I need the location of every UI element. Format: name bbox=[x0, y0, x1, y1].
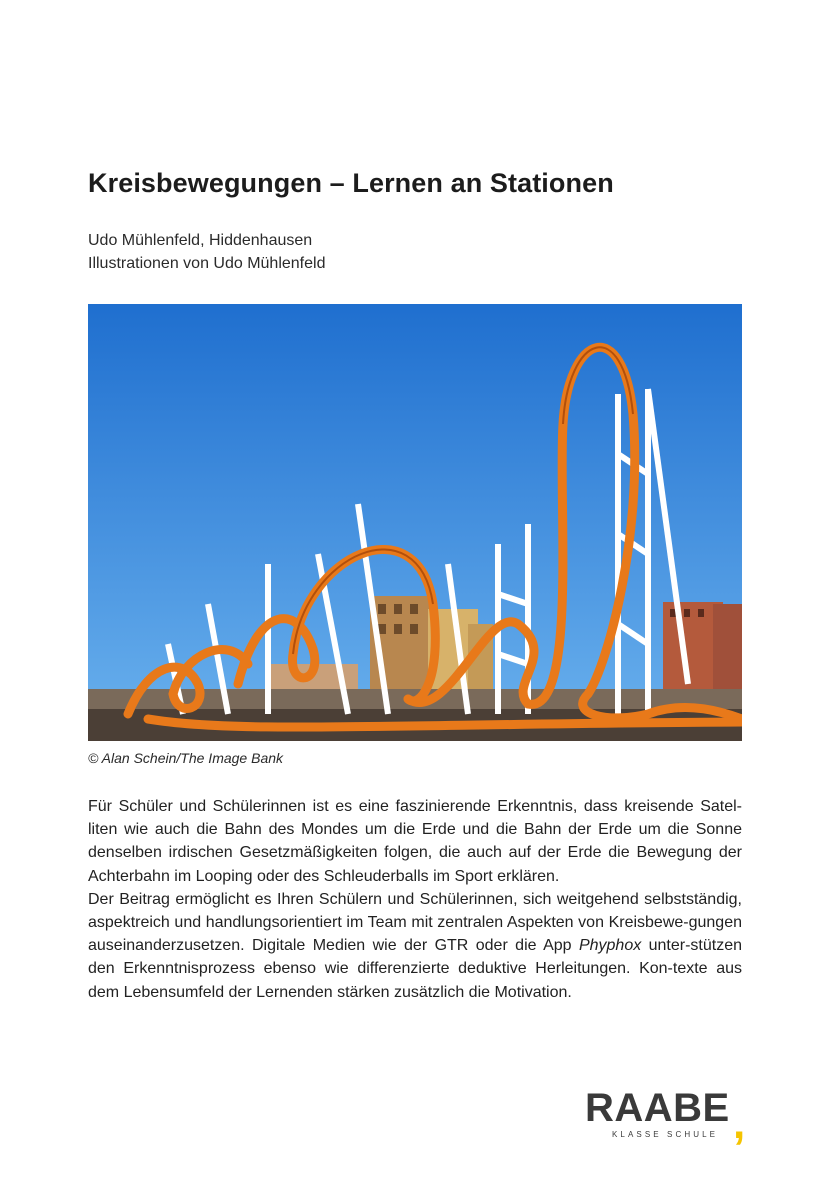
roller-coaster-photo bbox=[88, 304, 742, 741]
logo-subtitle: KLASSE SCHULE bbox=[612, 1130, 719, 1139]
page-title: Kreisbewegungen – Lernen an Stationen bbox=[88, 168, 614, 198]
logo-comma-icon: , bbox=[733, 1099, 746, 1148]
paragraph-2 bbox=[88, 888, 742, 1004]
author-line: Udo Mühlenfeld, Hiddenhausen bbox=[88, 232, 313, 249]
paragraph-2-text-b: unter-stützen den Erkenntnisprozess ebenso wie differenzierte deduktive Herleitungen. Kon-texte aus dem Lebensumfeld der Lernenden stärken zusätzlich die Motivation. bbox=[88, 937, 743, 1001]
paragraph-2-text-a: Der Beitrag ermöglicht es Ihren Schülern und Schülerinnen, sich weitgehend selbstständig, aspektreich und handlungsorientiert im Team mit zentralen Aspekten von Kreisbewe-gungen auseinanderzusetzen. Digitale Medien wie der GTR oder die App bbox=[88, 890, 742, 955]
raabe-logo bbox=[585, 1088, 755, 1148]
intro-text bbox=[88, 795, 742, 1004]
photo-credit: © Alan Schein/The Image Bank bbox=[88, 750, 284, 766]
logo-wordmark: RAABE bbox=[585, 1086, 730, 1130]
app-name: Phyphox bbox=[578, 937, 642, 955]
paragraph-1 bbox=[88, 795, 742, 888]
illustrator-line: Illustrationen von Udo Mühlenfeld bbox=[88, 255, 326, 272]
paragraph-1-text: Für Schüler und Schülerinnen ist es eine faszinierende Erkenntnis, dass kreisende Satel-liten wie auch die Bahn des Mondes um die Erde und die Bahn der Erde um die Sonne denselben irdischen Gesetzmäßigkeiten folgen, die auch auf der Erde die Bewegung der Achterbahn im Looping oder des Schleuderballs im Sport erklären. bbox=[88, 798, 742, 885]
